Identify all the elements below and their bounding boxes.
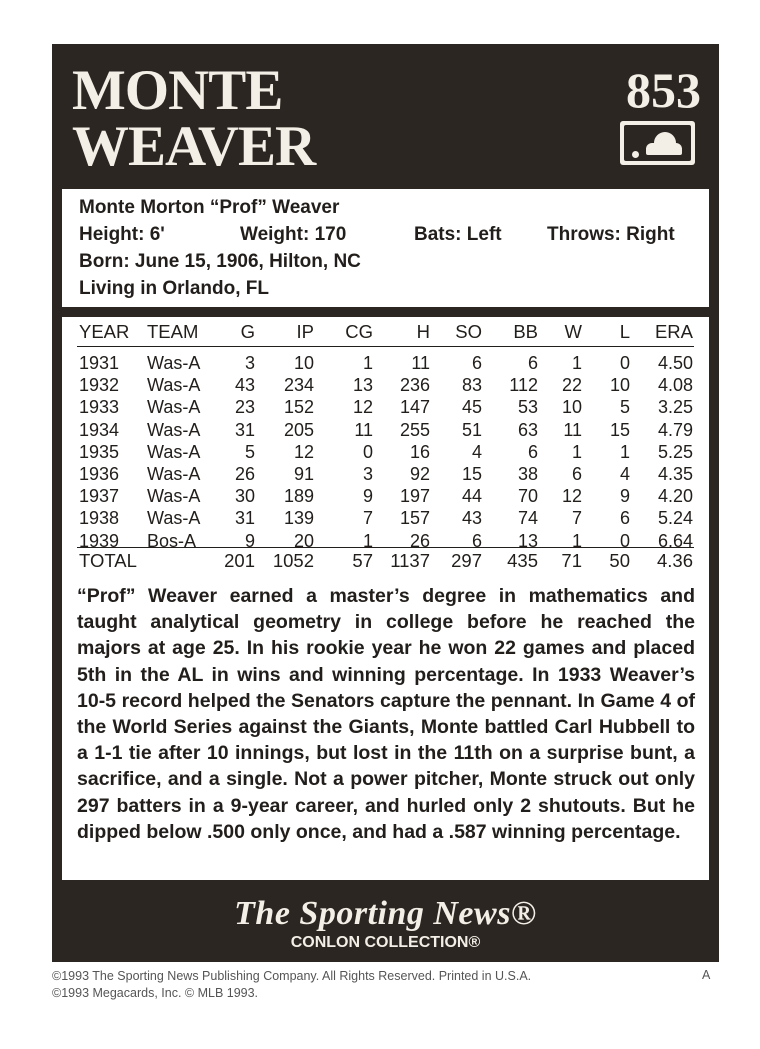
stat-cell: 63 [517,419,538,440]
table-row [62,374,709,396]
stat-cell: Was-A [147,464,201,484]
stat-cell: Was-A [147,508,201,529]
stat-cell: 45 [461,397,482,418]
stat-cell: 12 [293,441,314,462]
table-row [62,463,709,485]
stat-cell: 4.36 [656,550,693,571]
stat-cell: 16 [409,441,430,462]
stat-cell: 5.25 [657,441,693,462]
stat-cell: 3.25 [657,397,693,418]
table-row [62,396,709,418]
stat-cell: 7 [362,508,373,529]
stat-cell: 1137 [390,550,430,571]
stat-cell: 6 [619,508,630,529]
stat-cell: 26 [409,530,430,551]
stat-cell: Was-A [147,419,201,440]
stat-cell: 201 [224,550,255,571]
stat-cell: 0 [619,353,630,373]
stat-cell: 92 [409,464,430,484]
stat-cell: Was-A [147,486,201,507]
stat-cell: 157 [399,508,430,529]
stat-cell: 234 [283,375,314,396]
stat-cell: 71 [561,550,582,571]
stat-cell: 1 [619,441,630,462]
stat-cell: 1931 [79,353,120,373]
weight: Weight: 170 [240,224,347,245]
stat-cell: 6 [527,353,538,373]
stat-cell: TEAM [147,321,199,342]
stat-cell: 1 [571,441,582,462]
stat-cell: 1937 [79,486,120,507]
height: Height: 6' [79,224,165,245]
stat-cell: 20 [293,530,314,551]
stat-cell: 13 [352,375,373,396]
table-row [62,530,709,552]
stat-cell: 1938 [79,508,120,529]
stat-cell: 22 [561,375,582,396]
stat-cell: 1936 [79,464,120,484]
stat-cell: 6 [527,441,538,462]
copyright-line-2: ©1993 Megacards, Inc. © MLB 1993. [52,986,259,1000]
stat-cell: 10 [561,397,582,418]
stat-cell: 205 [283,419,314,440]
stat-cell: 139 [283,508,314,529]
stat-cell: 11 [563,419,582,440]
stat-cell: YEAR [79,321,130,342]
stat-cell: 44 [461,486,482,507]
stat-cell: 51 [461,419,482,440]
stat-cell: 11 [354,419,373,440]
stat-cell: 4 [619,464,630,484]
stat-cell: 30 [234,486,255,507]
stat-cell: 6 [571,464,582,484]
stat-cell: 189 [283,486,314,507]
player-first-name: MONTE [72,59,283,122]
sporting-news-logo: The Sporting News® [234,895,537,932]
table-total-row [62,550,709,574]
stat-cell: 9 [619,486,630,507]
stat-cell: Was-A [147,397,201,418]
stat-cell: 43 [234,375,255,396]
stat-cell: 13 [517,530,538,551]
stat-cell: 15 [461,464,482,484]
stat-cell: 4.08 [657,375,693,396]
table-row [62,507,709,529]
stat-cell: 6.64 [657,530,693,551]
stat-cell: W [564,321,582,342]
stat-cell: 1 [571,530,582,551]
stat-cell: 12 [561,486,582,507]
bats: Bats: Left [414,224,502,245]
mlb-logo-icon [620,121,695,165]
bio-panel [62,189,709,307]
table-row [62,485,709,507]
card-number: 853 [626,62,701,118]
stat-cell: 4.20 [657,486,693,507]
stat-cell: 3 [244,353,255,373]
stat-cell: 6 [471,530,482,551]
stat-cell: 91 [293,464,314,484]
stat-cell: 11 [411,353,430,373]
stat-cell: 297 [451,550,482,571]
throws: Throws: Right [547,224,675,245]
copyright-line-1: ©1993 The Sporting News Publishing Company. All Rights Reserved. Printed in U.S.A. [52,969,532,983]
stat-cell: 197 [399,486,430,507]
stat-cell: 6 [471,353,482,373]
stat-cell: TOTAL [79,550,137,571]
stat-cell: 255 [399,419,430,440]
stat-cell: 1939 [79,530,120,551]
living: Living in Orlando, FL [79,278,269,299]
stat-cell: 1933 [79,397,120,418]
stat-cell: 50 [609,550,630,571]
stat-cell: 31 [234,419,255,440]
stat-cell: 23 [234,397,255,418]
stat-cell: CG [345,321,373,342]
stat-cell: IP [296,321,314,342]
stat-cell: 70 [517,486,538,507]
stat-cell: 5 [244,441,255,462]
stat-cell: 7 [571,508,582,529]
stat-cell: 83 [461,375,482,396]
stats-table [62,317,709,575]
conlon-collection: CONLON COLLECTION® [290,934,481,951]
bio-text-panel [62,575,709,880]
born: Born: June 15, 1906, Hilton, NC [79,251,361,272]
stat-cell: 3 [362,464,373,484]
stat-cell: Was-A [147,441,201,462]
stat-cell: 5.24 [657,508,693,529]
stat-cell: 31 [234,508,255,529]
stat-cell: 1052 [272,550,314,571]
stat-cell: ERA [654,321,693,342]
stat-cell: 1935 [79,441,120,462]
print-code: A [702,968,711,982]
baseball-card [52,44,719,962]
table-header [62,321,709,345]
table-row [62,419,709,441]
stat-cell: 147 [399,397,430,418]
stat-cell: 57 [352,550,373,571]
stat-cell: 236 [399,375,430,396]
player-last-name: WEAVER [72,115,316,178]
stat-cell: 0 [362,441,373,462]
stat-cell: 1934 [79,419,120,440]
stat-cell: 112 [509,375,538,396]
stat-cell: 435 [507,550,538,571]
stat-cell: 152 [283,397,314,418]
stat-cell: 26 [234,464,255,484]
stat-cell: 1 [571,353,582,373]
bio-paragraph: “Prof” Weaver earned a master’s degree in mathematics and taught analytical geometry in college before he reached the majors at age 25. In his rookie year he won 22 games and placed 5th in the AL in wins and winning percentage. In 1933 Weaver’s 10-5 record helped the Senators capture the pennant. In Game 4 of the World Series against the Giants, Monte battled Carl Hubbell to a 1-1 tie after 10 innings, but lost in the 11th on a surprise bunt, a sacrifice, and a single. Not a power pitcher, Monte struck out only 297 batters in a 9-year career, and hurled only 2 shutouts. But he dipped below .500 only once, and had a .587 winning percentage. [77,585,695,843]
stat-cell: 9 [244,530,255,551]
table-row [62,441,709,463]
stat-cell: 0 [619,530,630,551]
stat-cell: 1 [362,530,373,551]
stat-cell: 1 [362,353,373,373]
stat-cell: Bos-A [147,530,197,551]
stat-cell: 74 [517,508,538,529]
stat-cell: 4 [471,441,482,462]
stat-cell: Was-A [147,353,201,373]
stat-cell: 38 [517,464,538,484]
stat-cell: 5 [619,397,630,418]
full-name: Monte Morton “Prof” Weaver [79,197,340,218]
stat-cell: Was-A [147,375,201,396]
stat-cell: BB [513,321,538,342]
stat-cell: H [416,321,430,342]
stat-cell: 10 [293,353,314,373]
stat-cell: SO [455,321,482,342]
stat-cell: 15 [609,419,630,440]
stat-cell: 12 [352,397,373,418]
stat-cell: G [240,321,255,342]
stat-cell: 10 [609,375,630,396]
table-row [62,352,709,374]
stat-cell: 43 [461,508,482,529]
stat-cell: 4.35 [657,464,693,484]
stat-cell: 53 [517,397,538,418]
stat-cell: 4.50 [657,353,693,373]
stat-cell: 9 [362,486,373,507]
stat-cell: L [619,321,630,342]
stat-cell: 1932 [79,375,120,396]
stat-cell: 4.79 [657,419,693,440]
